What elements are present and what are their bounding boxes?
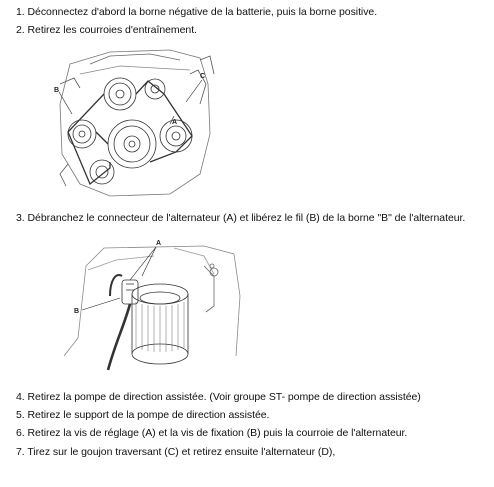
label-b: B [54, 87, 60, 94]
step-4: 4. Retirez la pompe de direction assistée. (Voir groupe ST- pompe de direction assistée) [16, 391, 421, 403]
step-5: 5. Retirez le support de la pompe de direction assistée. [16, 409, 270, 421]
step-2: 2. Retirez les courroies d'entraînement. [16, 24, 197, 36]
step-7: 7. Tirez sur le goujon traversant (C) et retirez ensuite l'alternateur (D), [16, 446, 336, 458]
step-1: 1. Déconnectez d'abord la borne négative de la batterie, puis la borne positive. [16, 6, 378, 18]
step-3: 3. Débranchez le connecteur de l'alternateur (A) et libérez le fil (B) de la borne "B" de l'alternateur. [16, 212, 466, 224]
drive-belt-diagram [50, 44, 220, 202]
label-a: A [156, 240, 162, 247]
step-6: 6. Retirez la vis de réglage (A) et la vis de fixation (B) puis la courroie de l'alternateur. [16, 427, 408, 439]
label-a: A [172, 119, 178, 126]
alternator-connector-diagram [64, 236, 242, 372]
label-b: B [74, 308, 80, 315]
label-c: C [200, 73, 206, 80]
